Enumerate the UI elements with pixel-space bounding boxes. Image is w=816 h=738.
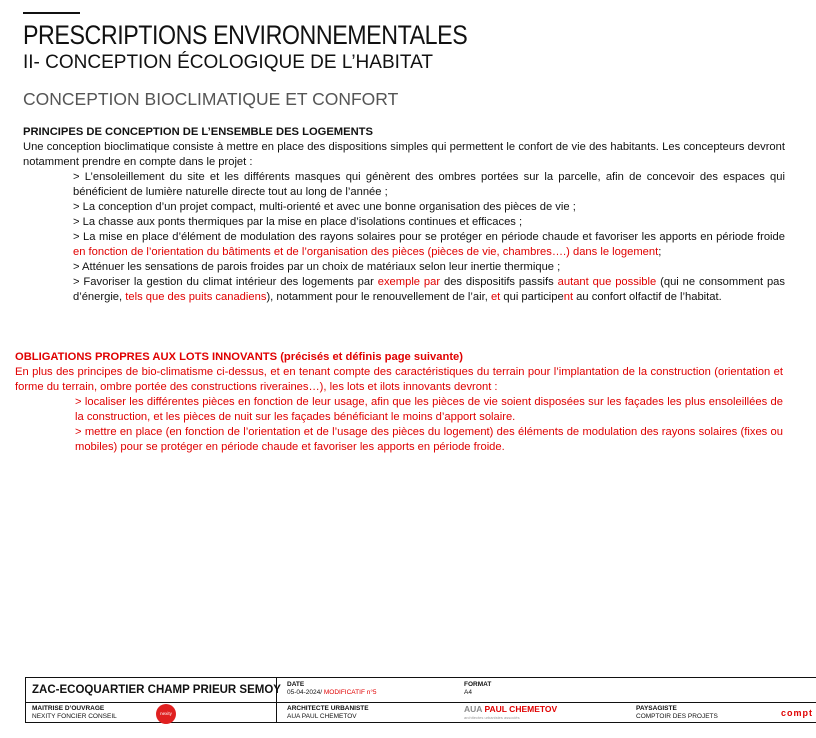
page-title: PRESCRIPTIONS ENVIRONNEMENTALES (23, 20, 468, 50)
modification-text: MODIFICATIF n°5 (322, 689, 377, 696)
text-run: des dispositifs passifs (440, 276, 558, 288)
list-item: > La chasse aux ponts thermiques par la mise en place d’isolations continues et efficaces ; (73, 216, 523, 228)
divider (26, 702, 816, 703)
principles-intro: Une conception bioclimatique consiste à mettre en place des dispositions simples qui permettent le confort de vie des habitants. Les concepteurs devront notamment prendre en compte dans le projet : (23, 141, 785, 168)
aua-prefix: AUA (464, 704, 485, 714)
list-item: > L’ensoleillement du site et les différents masques qui génèrent des ombres portées sur la parcelle, afin de concevoir des espaces qui bénéficient de lumière naturelle directe tout au long de l’année ; (73, 171, 785, 198)
comptoir-logo: compt (781, 708, 813, 718)
landscape-label: PAYSAGISTE (636, 705, 677, 712)
text-run: ), notamment pour le renouvellement de l’air, (266, 291, 491, 303)
list-item: > Atténuer les sensations de parois froides par un choix de matériaux selon leur inertie thermique ; (73, 261, 561, 273)
landscape-value: COMPTOIR DES PROJETS (636, 713, 718, 720)
date-label: DATE (287, 681, 305, 688)
obligations-list (15, 395, 783, 455)
text-run: ; (658, 246, 662, 258)
obligations-heading: OBLIGATIONS PROPRES AUX LOTS INNOVANTS (précisés et définis page suivante) (15, 351, 463, 363)
date-value (287, 689, 377, 696)
client-value: NEXITY FONCIER CONSEIL (32, 713, 117, 720)
list-item (73, 275, 785, 305)
principles-list (23, 170, 785, 305)
format-label: FORMAT (464, 681, 492, 688)
top-rule (23, 12, 80, 14)
text-run-red: nt (563, 291, 574, 303)
nexity-logo: nexity (156, 704, 176, 724)
architect-label: ARCHITECTE URBANISTE (287, 705, 369, 712)
principles-section (23, 125, 785, 305)
obligations-intro: En plus des principes de bio-climatisme ci-dessus, et en tenant compte des caractéristiques du terrain pour l’implantation de la construction (orientation et forme du terrain, ombre portée des constructions riveraines…), les lots et ilots innovants devront : (15, 366, 783, 393)
aua-tagline: architectes urbanistes associés (464, 715, 520, 720)
architect-value: AUA PAUL CHEMETOV (287, 713, 357, 720)
section-title: CONCEPTION BIOCLIMATIQUE ET CONFORT (23, 89, 399, 109)
text-run-red: exemple par (377, 276, 441, 288)
text-run: au confort olfactif de l’habitat. (573, 291, 722, 303)
text-run: (qui ne consomment pas d’énergie, (73, 276, 785, 303)
principles-heading: PRINCIPES DE CONCEPTION DE L’ENSEMBLE DES LOGEMENTS (23, 126, 373, 138)
client-label: MAITRISE D’OUVRAGE (32, 705, 105, 712)
list-item: > localiser les différentes pièces en fonction de leur usage, afin que les pièces de vie soient disposées sur les façades les plus ensoleillées de la construction, et les pièces de nuit sur les façades bénéficiant le moins d’apport solaire. (75, 396, 783, 423)
text-run: > Favoriser la gestion du climat intérieur des logements par (73, 276, 378, 288)
title-block (25, 677, 816, 723)
list-item: > mettre en place (en fonction de l’orientation et de l’usage des pièces du logement) des éléments de modulation des rayons solaires (fixes ou mobiles) pour se protéger en période chaude et favoriser les apports en période froide. (75, 426, 783, 453)
text-run: qui participe (500, 291, 564, 303)
date-text: 05-04-2024/ (287, 689, 323, 696)
aua-name: PAUL CHEMETOV (484, 704, 558, 714)
list-item: > La conception d’un projet compact, multi-orienté et avec une bonne organisation des pièces de vie ; (73, 201, 576, 213)
page-subtitle: II- CONCEPTION ÉCOLOGIQUE DE L’HABITAT (23, 52, 433, 73)
text-run-red: et (490, 291, 501, 303)
project-name: ZAC-ECOQUARTIER CHAMP PRIEUR SEMOY (32, 684, 281, 696)
text-run: > La mise en place d’élément de modulation des rayons solaires pour se protéger en période chaude et favoriser les apports en période froide (73, 231, 785, 243)
obligations-section (15, 350, 783, 455)
text-run-red: en fonction de l’orientation du bâtiments et de l’organisation des pièces (pièces de vie, chambres….) dans le logement (73, 246, 659, 258)
list-item (73, 230, 785, 260)
text-run-red: tels que des puits canadiens (125, 291, 267, 303)
aua-logo (464, 704, 557, 714)
format-value: A4 (464, 689, 472, 696)
text-run-red: autant que possible (557, 276, 657, 288)
